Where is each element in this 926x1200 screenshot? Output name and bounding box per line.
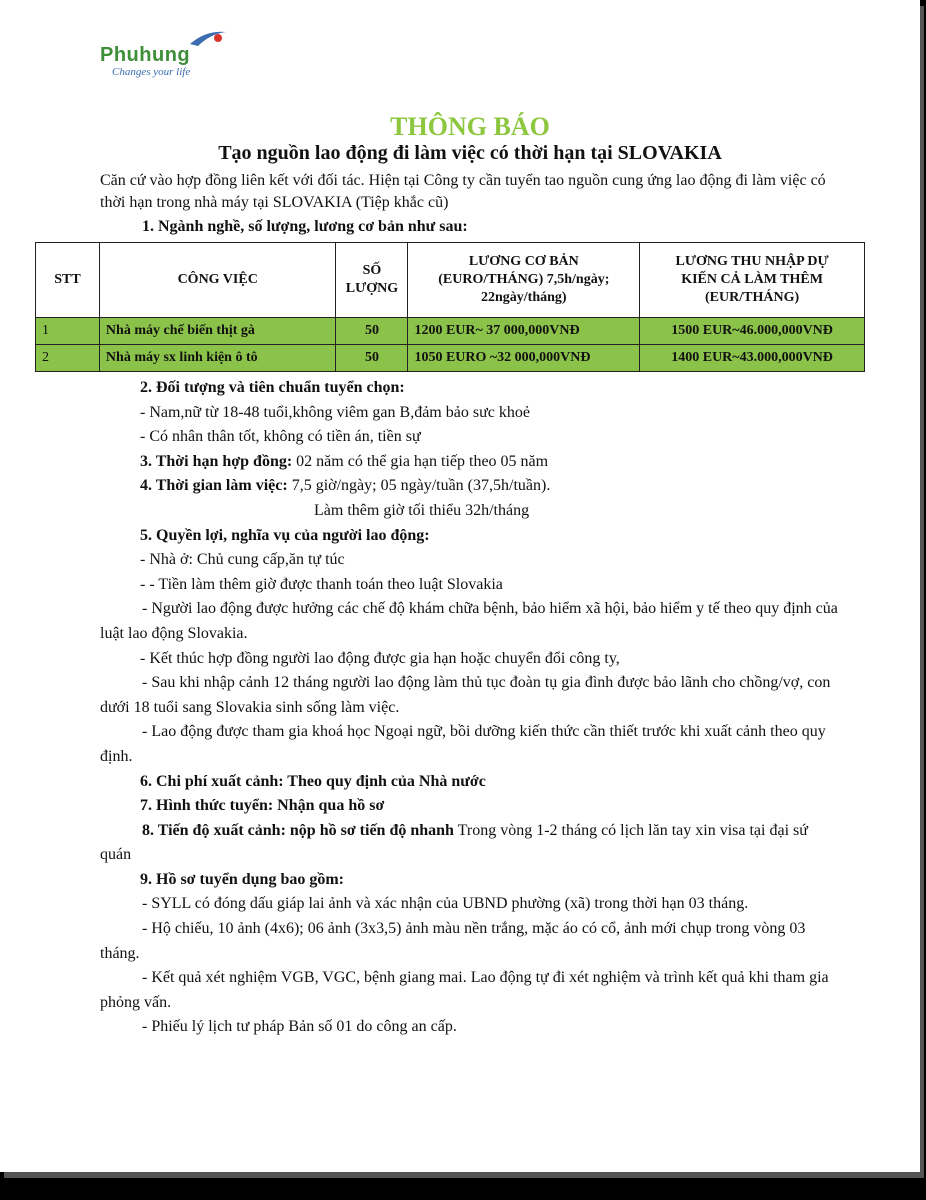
section-5-line: - Người lao động được hưởng các chế độ khám chữa bệnh, bảo hiểm xã hội, bảo hiểm y tế theo quy định của luật lao động Slovakia. [100,600,838,642]
header-base-line1: LƯƠNG CƠ BẢN [468,254,579,269]
section-4-line2: Làm thêm giờ tối thiểu 32h/tháng [314,501,530,519]
header-base-salary [408,243,640,318]
cell-income: 1400 EUR~43.000,000VNĐ [640,345,865,372]
cell-qty: 50 [336,318,408,345]
cell-base-salary: 1050 EURO ~32 000,000VNĐ [408,345,640,372]
cell-income: 1500 EUR~46.000,000VNĐ [640,318,865,345]
section-3-text: 02 năm có thể gia hạn tiếp theo 05 năm [292,452,549,470]
cell-stt: 2 [36,345,100,372]
header-qty-line2: LƯỢNG [345,281,399,296]
section-9-title: 9. Hồ sơ tuyển dụng bao gồm: [140,870,345,888]
intro-text: Căn cứ vào hợp đồng liên kết với đối tác. Hiện tại Công ty cần tuyển tao nguồn cung ứng lao động đi làm việc có thời hạn trong nhà máy tại SLOVAKIA (Tiệp khắc cũ) [100,172,826,211]
header-income-line3: (EUR/THÁNG) [705,290,800,305]
section-6: 6. Chi phí xuất cảnh: Theo quy định của Nhà nước [140,772,486,790]
section-9-line: - Phiếu lý lịch tư pháp Bản số 01 do công an cấp. [142,1018,457,1036]
header-base-line3: 22ngày/tháng) [481,290,567,305]
section-9-line: - SYLL có đóng dấu giáp lai ảnh và xác nhận của UBND phường (xã) trong thời hạn 03 tháng. [142,895,749,913]
section-9-line: - Hộ chiếu, 10 ảnh (4x6); 06 ảnh (3x3,5) ảnh màu nền trắng, mặc áo có cổ, ảnh mới chụp trong vòng 03 tháng. [100,920,806,962]
header-income-line2: KIẾN CẢ LÀM THÊM [681,272,823,287]
notice-subtitle: Tạo nguồn lao động đi làm việc có thời hạn tại SLOVAKIA [218,142,722,164]
section-4-text: 7,5 giờ/ngày; 05 ngày/tuần (37,5h/tuần). [287,477,551,495]
logo-wordmark: Phuhung [100,44,191,66]
header-income-line1: LƯƠNG THU NHẬP DỰ [675,254,829,269]
section-2-title: 2. Đối tượng và tiên chuẩn tuyển chọn: [140,379,405,396]
section-5-line: - Sau khi nhập cảnh 12 tháng người lao động làm thủ tục đoàn tụ gia đình được bảo lãnh cho chồng/vợ, con dưới 18 tuổi sang Slovakia sinh sống làm việc. [100,674,831,716]
section-5-line: - - Tiền làm thêm giờ được thanh toán theo luật Slovakia [140,575,503,593]
section-2-line: - Có nhân thân tốt, không có tiền án, tiền sự [140,428,421,446]
section-8-text: Trong vòng 1-2 tháng có lịch lăn tay xin visa tại đại sứ quán [100,821,808,864]
section-8-label: 8. Tiến độ xuất cảnh: nộp hồ sơ tiến độ nhanh [142,821,454,839]
section-4-label: 4. Thời gian làm việc: [140,477,288,495]
section-1-title: 1. Ngành nghề, số lượng, lương cơ bản như sau: [142,218,468,235]
company-logo [100,26,240,82]
table-row [36,345,865,372]
cell-base-salary: 1200 EUR~ 37 000,000VNĐ [408,318,640,345]
cell-job: Nhà máy chế biến thịt gà [99,318,336,345]
section-7: 7. Hình thức tuyển: Nhận qua hồ sơ [140,797,385,815]
cell-stt: 1 [36,318,100,345]
cell-job: Nhà máy sx linh kiện ô tô [99,345,336,372]
section-8 [100,819,840,868]
table-header-row [36,243,865,318]
header-stt: STT [36,243,100,318]
header-expected-income [640,243,865,318]
header-qty [336,243,408,318]
section-3 [100,450,840,475]
logo-swoosh-icon [188,28,228,50]
cell-qty: 50 [336,345,408,372]
jobs-table [35,242,865,372]
section-3-label: 3. Thời hạn hợp đồng: [140,452,293,470]
header-qty-line1: SỐ [362,263,382,278]
section-4 [100,474,840,499]
table-row [36,318,865,345]
notice-title: THÔNG BÁO [390,112,550,141]
section-5-line: - Nhà ở: Chủ cung cấp,ăn tự túc [140,551,345,569]
section-9-line: - Kết quả xét nghiệm VGB, VGC, bệnh giang mai. Lao động tự đi xét nghiệm và trình kết quả khi tham gia phỏng vấn. [100,969,829,1011]
logo-tagline: Changes your life [112,66,191,78]
header-base-line2: (EURO/THÁNG) 7,5h/ngày; [438,272,610,287]
section-5-title: 5. Quyền lợi, nghĩa vụ của người lao động: [140,526,430,544]
section-5-line: - Kết thúc hợp đồng người lao động được gia hạn hoặc chuyển đổi công ty, [140,649,620,667]
header-job: CÔNG VIỆC [99,243,336,318]
document-body [100,376,840,1040]
section-2-line: - Nam,nữ từ 18-48 tuổi,không viêm gan B,đảm bảo sưc khoẻ [140,403,530,421]
section-5-line: - Lao động được tham gia khoá học Ngoại ngữ, bồi dưỡng kiến thức cần thiết trước khi xuất cảnh theo quy định. [100,723,826,765]
intro-paragraph [100,170,840,214]
